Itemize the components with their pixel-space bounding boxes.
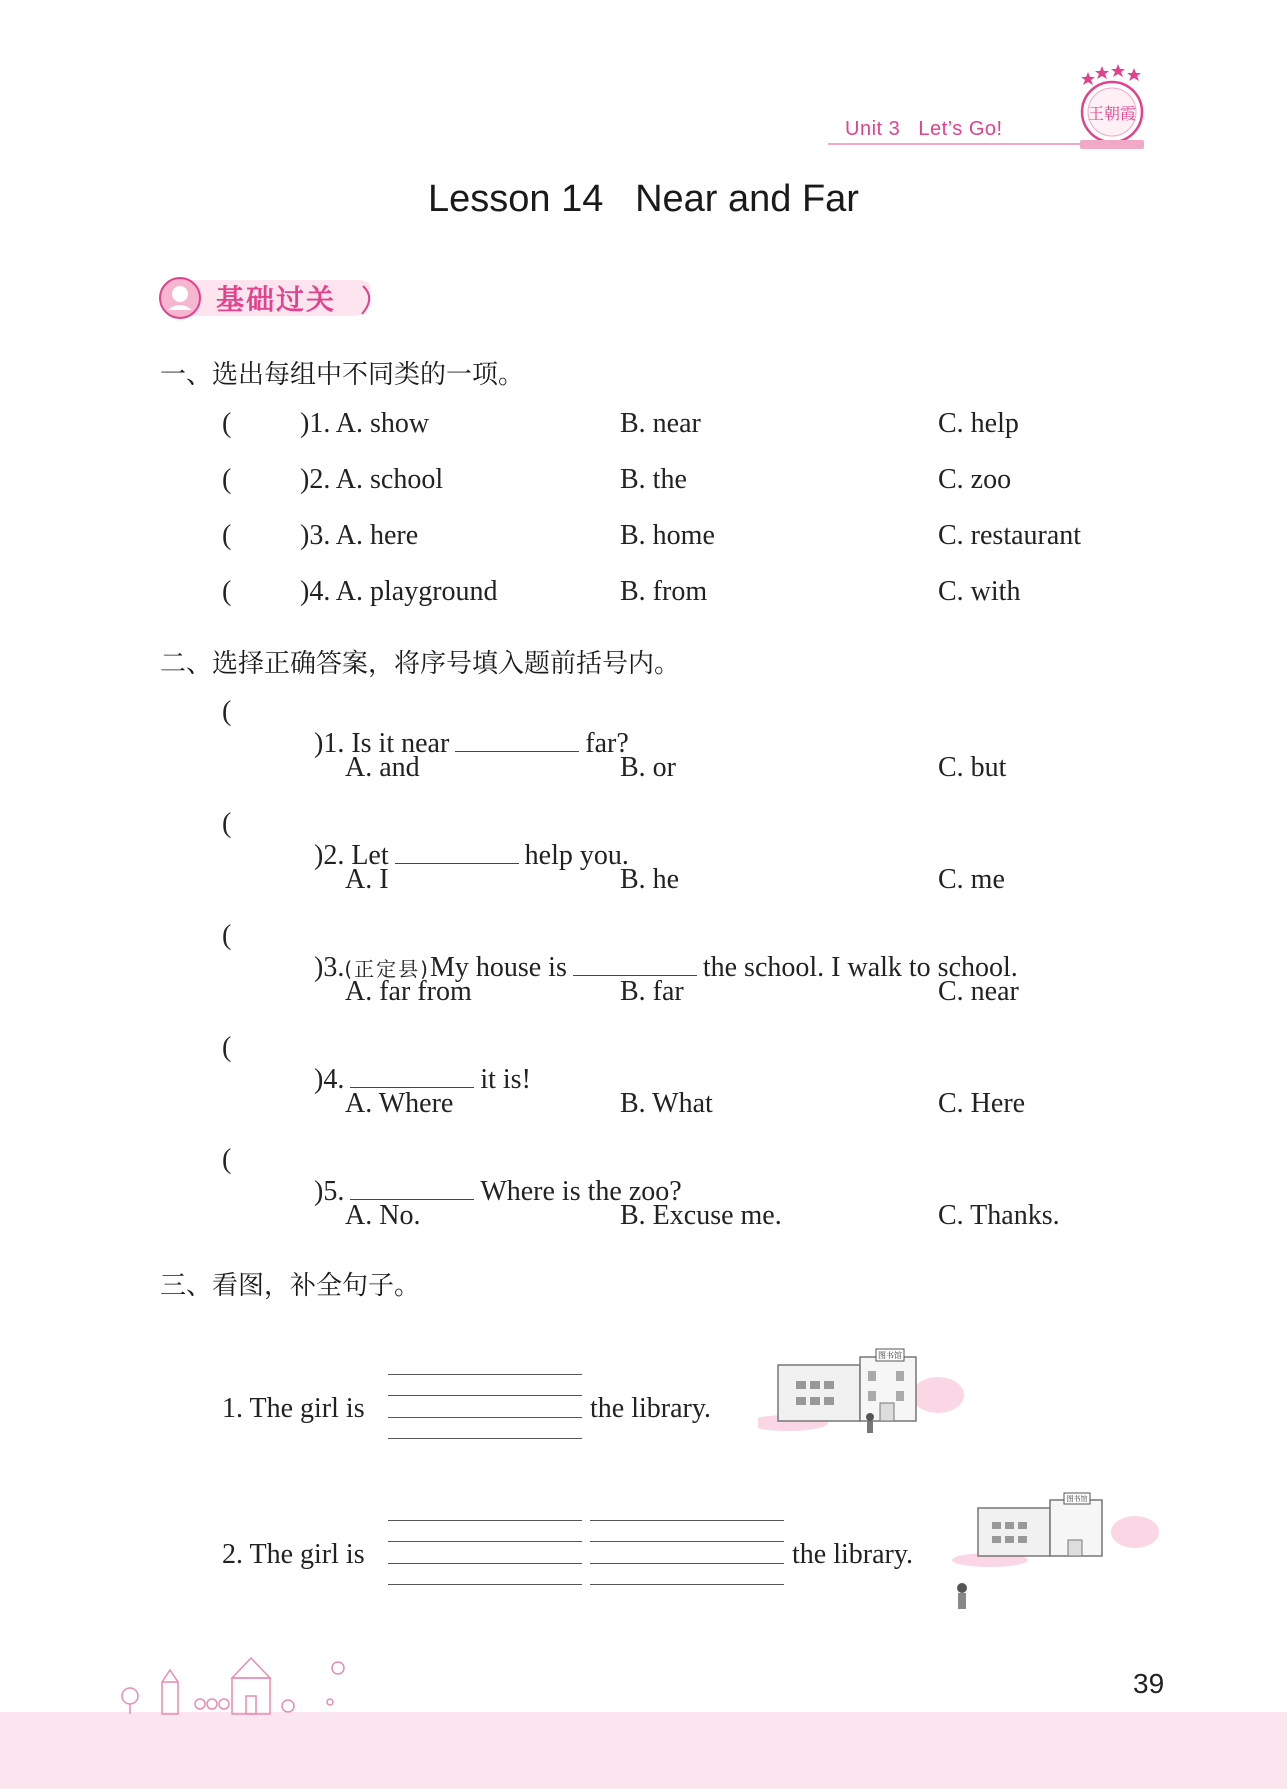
item-a: )1. A. show <box>300 408 430 439</box>
question-text: help you. <box>524 840 629 871</box>
option-b: B. What <box>620 1088 713 1119</box>
footer-decoration <box>120 1648 400 1718</box>
question-5 <box>300 1144 682 1208</box>
option-a: A. I <box>345 864 389 895</box>
answer-blank[interactable] <box>350 1065 474 1088</box>
answer-paren: ( <box>222 520 232 551</box>
option-b: B. he <box>620 864 680 895</box>
part2-heading: 二、选择正确答案，将序号填入题前括号内。 <box>160 649 681 679</box>
region-note: (正定县) <box>344 957 430 981</box>
question-text: )3. <box>314 952 345 983</box>
writing-line <box>388 1395 582 1396</box>
option-b: B. or <box>620 752 676 783</box>
option-b: B. Excuse me. <box>620 1200 782 1231</box>
answer-blank[interactable] <box>573 953 697 976</box>
answer-paren: ( <box>222 1032 232 1063</box>
writing-line <box>388 1438 582 1439</box>
writing-line <box>388 1584 582 1585</box>
writing-line <box>388 1374 582 1375</box>
answer-blank[interactable] <box>395 841 519 864</box>
item-a: )2. A. school <box>300 464 444 495</box>
answer-paren: ( <box>222 408 232 439</box>
question-4 <box>300 1032 531 1096</box>
option-a: A. No. <box>345 1200 421 1231</box>
answer-line[interactable] <box>590 1563 784 1564</box>
item-a: )3. A. here <box>300 520 419 551</box>
item-c: C. restaurant <box>938 520 1082 551</box>
writing-line <box>388 1541 582 1542</box>
writing-line <box>590 1584 784 1585</box>
option-c: C. me <box>938 864 1005 895</box>
item-b: B. near <box>620 408 701 439</box>
brand-logo <box>1072 62 1152 152</box>
answer-paren: ( <box>222 464 232 495</box>
footer-band <box>0 1712 1287 1789</box>
answer-paren: ( <box>222 696 232 727</box>
option-c: C. Here <box>938 1088 1026 1119</box>
question-text: )2. Let <box>314 840 389 871</box>
option-c: C. near <box>938 976 1019 1007</box>
item-b: B. from <box>620 576 708 607</box>
svg-text:图书馆: 图书馆 <box>878 1351 902 1360</box>
writing-line <box>590 1520 784 1521</box>
sentence-2-end: the library. <box>792 1539 914 1570</box>
option-c: C. Thanks. <box>938 1200 1060 1231</box>
library-picture-2 <box>950 1490 1160 1620</box>
writing-line <box>590 1541 784 1542</box>
answer-line[interactable] <box>388 1563 582 1564</box>
question-text: My house is <box>429 952 567 983</box>
option-a: A. far from <box>345 976 472 1007</box>
unit-label: Unit 3 Let’s Go! <box>845 118 1003 140</box>
option-a: A. Where <box>345 1088 454 1119</box>
part3-heading: 三、看图，补全句子。 <box>160 1271 421 1301</box>
sentence-1-end: the library. <box>590 1393 712 1424</box>
question-2 <box>300 808 629 872</box>
question-1 <box>300 696 629 760</box>
question-text: Where is the zoo? <box>480 1176 682 1207</box>
option-a: A. and <box>345 752 420 783</box>
question-text: )1. Is it near <box>314 728 450 759</box>
answer-paren: ( <box>222 920 232 951</box>
library-picture-1 <box>758 1345 968 1440</box>
question-text: )5. <box>314 1176 345 1207</box>
sentence-1-start: 1. The girl is <box>222 1393 365 1424</box>
question-text: it is! <box>480 1064 531 1095</box>
item-c: C. zoo <box>938 464 1012 495</box>
question-text: the school. I walk to school. <box>702 952 1018 983</box>
answer-paren: ( <box>222 576 232 607</box>
question-text: )4. <box>314 1064 345 1095</box>
writing-line <box>388 1520 582 1521</box>
answer-line[interactable] <box>388 1417 582 1418</box>
answer-paren: ( <box>222 808 232 839</box>
answer-blank[interactable] <box>455 729 579 752</box>
header-rule <box>828 143 1088 145</box>
item-c: C. help <box>938 408 1019 439</box>
question-text: far? <box>585 728 629 759</box>
sentence-2-start: 2. The girl is <box>222 1539 365 1570</box>
option-b: B. far <box>620 976 684 1007</box>
svg-text:图书馆: 图书馆 <box>1066 1495 1088 1503</box>
item-b: B. the <box>620 464 687 495</box>
item-a: )4. A. playground <box>300 576 498 607</box>
page-number: 39 <box>1133 1668 1165 1699</box>
lesson-title: Lesson 14 Near and Far <box>428 178 859 220</box>
answer-paren: ( <box>222 1144 232 1175</box>
section-badge-label: 基础过关 <box>216 283 337 316</box>
question-3 <box>300 920 1018 984</box>
option-c: C. but <box>938 752 1007 783</box>
part1-heading: 一、选出每组中不同类的一项。 <box>160 360 525 390</box>
svg-text:王朝霞: 王朝霞 <box>1087 104 1137 123</box>
item-b: B. home <box>620 520 715 551</box>
item-c: C. with <box>938 576 1021 607</box>
answer-blank[interactable] <box>350 1177 474 1200</box>
